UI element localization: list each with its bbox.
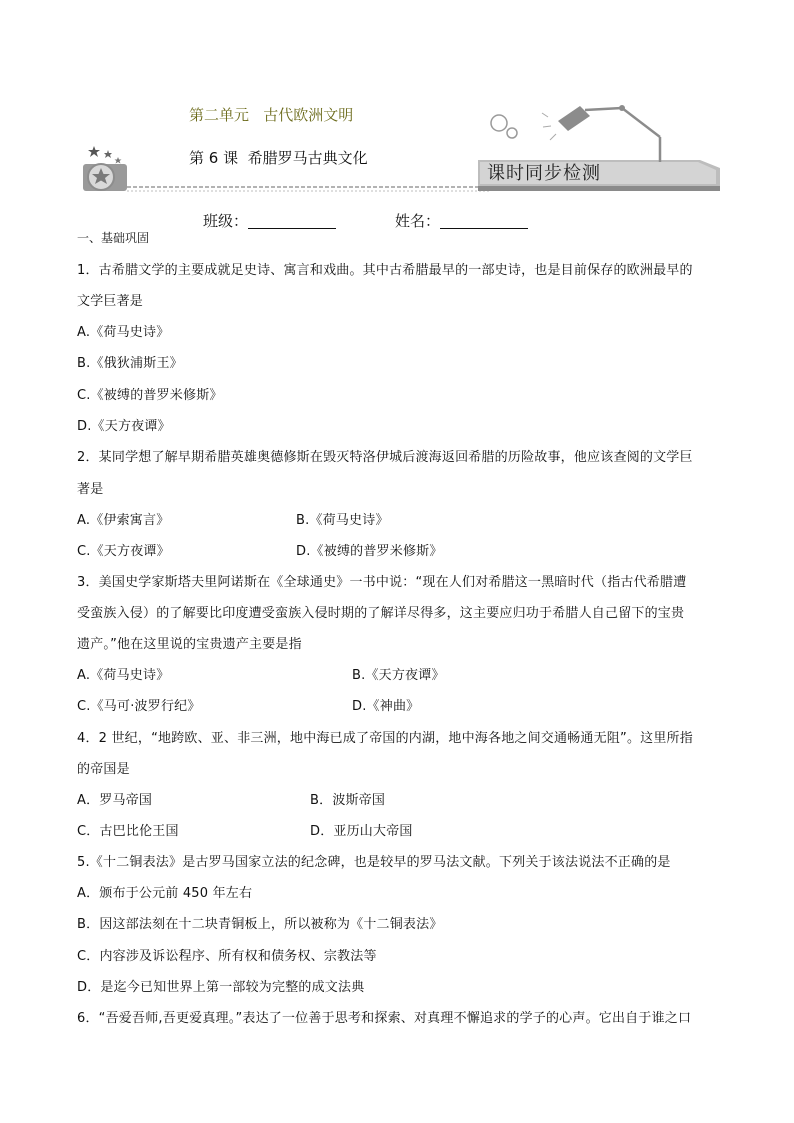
question-2-option-b: B.《荷马史诗》 — [296, 513, 389, 528]
name-field — [395, 210, 528, 231]
question-3-line-2: 受蛮族入侵）的了解要比印度遭受蛮族入侵时期的了解详尽得多，这主要应归功于希腊人自己留下的宝贵 — [77, 606, 685, 621]
star-icon — [115, 157, 122, 164]
question-5-option-b: B．因这部法刻在十二块青铜板上，所以被称为《十二铜表法》 — [77, 917, 443, 932]
question-4-option-c: C．古巴比伦王国 — [77, 824, 179, 839]
star-icon — [88, 146, 100, 157]
question-5-line-1: 5.《十二铜表法》是古罗马国家立法的纪念碑，也是较早的罗马法文献。下列关于该法说法不正确的是 — [77, 855, 671, 870]
question-3-line-1: 3．美国史学家斯塔夫里阿诺斯在《全球通史》一书中说：“现在人们对希腊这一黑暗时代（指古代希腊遭 — [77, 575, 687, 590]
unit-title: 第二单元 古代欧洲文明 — [189, 106, 354, 124]
question-2-option-d: D.《被缚的普罗米修斯》 — [296, 544, 443, 559]
question-1-line-2: 文学巨著是 — [77, 294, 144, 309]
question-2-line-1: 2．某同学想了解早期希腊英雄奥德修斯在毁灭特洛伊城后渡海返回希腊的历险故事，他应该查阅的文学巨 — [77, 450, 693, 465]
question-5-option-d: D．是迄今已知世界上第一部较为完整的成文法典 — [77, 980, 365, 995]
question-6-line-1: 6．“吾爱吾师,吾更爱真理。”表达了一位善于思考和探索、对真理不懈追求的学子的心声。它出自于谁之口 — [77, 1011, 692, 1026]
question-1-option-b: B.《俄狄浦斯王》 — [77, 356, 183, 371]
question-1-option-a: A.《荷马史诗》 — [77, 325, 170, 340]
question-1-option-c: C.《被缚的普罗米修斯》 — [77, 388, 223, 403]
header-decoration — [83, 105, 720, 191]
question-5-option-a: A．颁布于公元前 450 年左右 — [77, 886, 253, 901]
bubble-icon — [507, 128, 517, 138]
class-field — [203, 210, 336, 231]
section-title: 一、基础巩固 — [77, 231, 150, 245]
check-title: 课时同步检测 — [487, 163, 601, 184]
name-label: 姓名： — [395, 212, 441, 230]
question-3-option-a: A.《荷马史诗》 — [77, 668, 170, 683]
question-1-option-d: D.《天方夜谭》 — [77, 419, 171, 434]
question-3-line-3: 遗产。”他在这里说的宝贵遗产主要是指 — [77, 637, 302, 652]
bubble-icon — [491, 115, 507, 131]
question-1-line-1: 1．古希腊文学的主要成就足史诗、寓言和戏曲。其中古希腊最早的一部史诗，也是目前保存的欧洲最早的 — [77, 263, 693, 278]
question-4-line-2: 的帝国是 — [77, 762, 130, 777]
question-2-option-a: A.《伊索寓言》 — [77, 513, 170, 528]
class-label: 班级： — [203, 212, 249, 230]
question-2-option-c: C.《天方夜谭》 — [77, 544, 170, 559]
lesson-title: 第 6 课 希腊罗马古典文化 — [189, 149, 368, 167]
lamp-icon — [542, 105, 660, 162]
question-3-option-d: D.《神曲》 — [352, 699, 420, 714]
class-blank — [248, 212, 336, 229]
question-4-option-d: D．亚历山大帝国 — [310, 824, 413, 839]
question-4-option-a: A．罗马帝国 — [77, 793, 153, 808]
question-2-line-2: 著是 — [77, 482, 104, 497]
star-icon — [104, 150, 112, 158]
question-3-option-c: C.《马可·波罗行纪》 — [77, 699, 201, 714]
question-5-option-c: C．内容涉及诉讼程序、所有权和债务权、宗教法等 — [77, 949, 377, 964]
header-banner — [0, 0, 794, 200]
name-blank — [440, 212, 528, 229]
question-4-option-b: B．波斯帝国 — [310, 793, 386, 808]
question-4-line-1: 4．2 世纪，“地跨欧、亚、非三洲，地中海已成了帝国的内湖，地中海各地之间交通畅通无阻”。这里所指 — [77, 731, 693, 746]
question-3-option-b: B.《天方夜谭》 — [352, 668, 445, 683]
